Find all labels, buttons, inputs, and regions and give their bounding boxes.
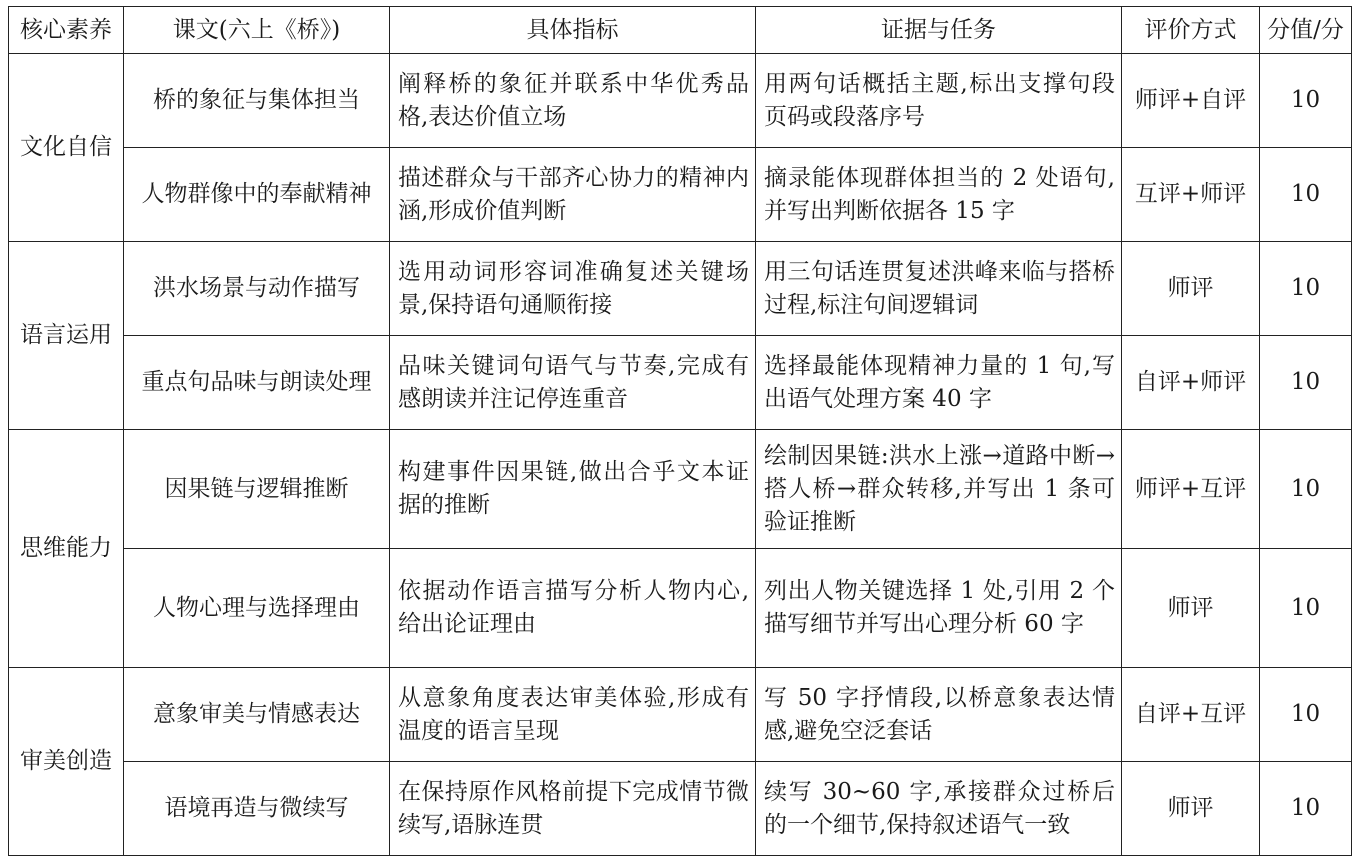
lesson-cell: 桥的象征与集体担当	[124, 54, 390, 148]
core-competency-cell: 思维能力	[9, 430, 124, 668]
method-cell: 师评	[1122, 762, 1260, 856]
method-cell: 互评+师评	[1122, 148, 1260, 242]
score-cell: 10	[1260, 668, 1352, 762]
header-core: 核心素养	[9, 7, 124, 54]
table-row	[9, 148, 1352, 242]
evidence-cell: 绘制因果链:洪水上涨→道路中断→搭人桥→群众转移,并写出 1 条可验证推断	[756, 430, 1122, 549]
core-competency-cell: 语言运用	[9, 242, 124, 430]
evidence-cell: 写 50 字抒情段,以桥意象表达情感,避免空泛套话	[756, 668, 1122, 762]
lesson-cell: 重点句品味与朗读处理	[124, 336, 390, 430]
core-competency-cell: 文化自信	[9, 54, 124, 242]
indicator-cell: 在保持原作风格前提下完成情节微续写,语脉连贯	[390, 762, 756, 856]
evidence-cell: 摘录能体现群体担当的 2 处语句,并写出判断依据各 15 字	[756, 148, 1122, 242]
indicator-cell: 从意象角度表达审美体验,形成有温度的语言呈现	[390, 668, 756, 762]
header-lesson: 课文(六上《桥》)	[124, 7, 390, 54]
score-cell: 10	[1260, 242, 1352, 336]
indicator-cell: 描述群众与干部齐心协力的精神内涵,形成价值判断	[390, 148, 756, 242]
evidence-cell: 选择最能体现精神力量的 1 句,写出语气处理方案 40 字	[756, 336, 1122, 430]
lesson-cell: 人物群像中的奉献精神	[124, 148, 390, 242]
table-row	[9, 430, 1352, 549]
score-cell: 10	[1260, 336, 1352, 430]
method-cell: 自评+互评	[1122, 668, 1260, 762]
indicator-cell: 构建事件因果链,做出合乎文本证据的推断	[390, 430, 756, 549]
lesson-cell: 语境再造与微续写	[124, 762, 390, 856]
method-cell: 师评	[1122, 242, 1260, 336]
header-indicator: 具体指标	[390, 7, 756, 54]
indicator-cell: 选用动词形容词准确复述关键场景,保持语句通顺衔接	[390, 242, 756, 336]
table-row	[9, 668, 1352, 762]
header-evidence: 证据与任务	[756, 7, 1122, 54]
score-cell: 10	[1260, 549, 1352, 668]
evidence-cell: 用两句话概括主题,标出支撑句段页码或段落序号	[756, 54, 1122, 148]
table-row	[9, 336, 1352, 430]
lesson-cell: 人物心理与选择理由	[124, 549, 390, 668]
header-row	[9, 7, 1352, 54]
evidence-cell: 列出人物关键选择 1 处,引用 2 个描写细节并写出心理分析 60 字	[756, 549, 1122, 668]
score-cell: 10	[1260, 430, 1352, 549]
table-row	[9, 54, 1352, 148]
score-cell: 10	[1260, 762, 1352, 856]
indicator-cell: 依据动作语言描写分析人物内心,给出论证理由	[390, 549, 756, 668]
lesson-cell: 意象审美与情感表达	[124, 668, 390, 762]
table-row	[9, 762, 1352, 856]
indicator-cell: 阐释桥的象征并联系中华优秀品格,表达价值立场	[390, 54, 756, 148]
indicator-cell: 品味关键词句语气与节奏,完成有感朗读并注记停连重音	[390, 336, 756, 430]
table-row	[9, 242, 1352, 336]
core-competency-cell: 审美创造	[9, 668, 124, 856]
lesson-cell: 洪水场景与动作描写	[124, 242, 390, 336]
score-cell: 10	[1260, 54, 1352, 148]
header-score: 分值/分	[1260, 7, 1352, 54]
table-row	[9, 549, 1352, 668]
lesson-cell: 因果链与逻辑推断	[124, 430, 390, 549]
method-cell: 师评	[1122, 549, 1260, 668]
rubric-table	[8, 6, 1352, 856]
method-cell: 师评+互评	[1122, 430, 1260, 549]
header-method: 评价方式	[1122, 7, 1260, 54]
score-cell: 10	[1260, 148, 1352, 242]
method-cell: 自评+师评	[1122, 336, 1260, 430]
evidence-cell: 续写 30~60 字,承接群众过桥后的一个细节,保持叙述语气一致	[756, 762, 1122, 856]
method-cell: 师评+自评	[1122, 54, 1260, 148]
evidence-cell: 用三句话连贯复述洪峰来临与搭桥过程,标注句间逻辑词	[756, 242, 1122, 336]
